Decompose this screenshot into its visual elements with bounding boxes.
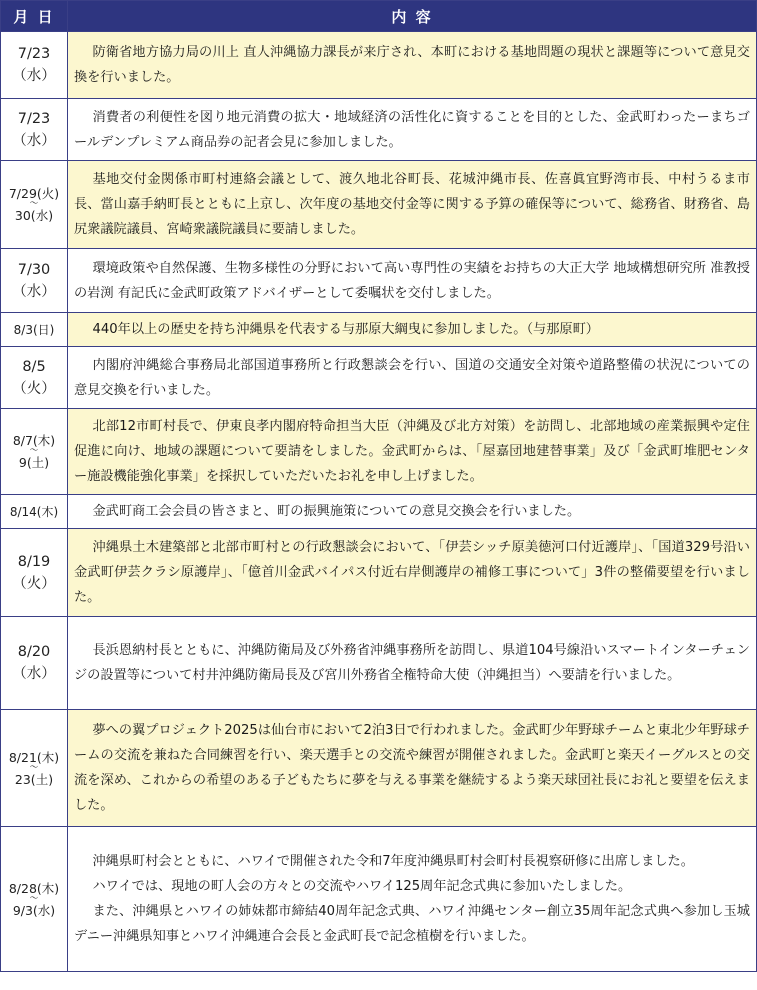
content-paragraph: 北部12市町村長で、伊東良孝内閣府特命担当大臣（沖縄及び北方対策）を訪問し、北部地域の産業振興や定住促進に向け、地域の課題について要請をしました。金武町からは、「屋嘉団地建替事業」及び「金武町堆肥センター施設機能強化事業」を採択していただいたお礼を申し上げました。: [74, 419, 750, 484]
date-start: 8/21(木): [8, 749, 60, 765]
table-row: [1, 99, 757, 161]
date-line: 8/5: [22, 358, 46, 375]
content-paragraph: 440年以上の歴史を持ち沖縄県を代表する与那原大綱曳に参加しました。（与那原町）: [92, 322, 599, 337]
date-cell: [1, 161, 68, 249]
date-weekday: （火）: [12, 380, 56, 397]
date-end: 30(水): [14, 208, 54, 223]
date-line: 8/3(日): [13, 322, 55, 337]
date-range-tilde: ～: [29, 762, 39, 773]
content-cell: [68, 32, 757, 99]
content-paragraph: 金武町商工会会員の皆さまと、町の振興施策についての意見交換会を行いました。: [92, 504, 581, 519]
table-header-row: [1, 1, 757, 32]
content-paragraph: 長浜恩納村長とともに、沖縄防衛局及び外務省沖縄事務所を訪問し、県道104号線沿いスマートインターチェンジの設置等について村井沖縄防衛局長及び宮川外務省全権特命大使（沖縄担当）へ要請を行いました。: [74, 643, 750, 683]
date-weekday: （水）: [12, 68, 56, 84]
date-cell: [1, 99, 68, 161]
table-row: [1, 249, 757, 313]
date-weekday: （水）: [12, 283, 56, 300]
table-row: [1, 347, 757, 409]
table-row: [1, 495, 757, 529]
content-paragraph: 基地交付金関係市町村連絡会議として、渡久地北谷町長、花城沖縄市長、佐喜眞宜野湾市長、中村うるま市長、當山嘉手納町長とともに上京し、次年度の基地交付金等に関する予算の確保等について、総務省、財務省、島尻衆議院議員、宮崎衆議院議員に要請しました。: [74, 172, 750, 237]
table-row: [1, 617, 757, 710]
date-cell: [1, 313, 68, 347]
date-line: 8/19: [17, 553, 51, 570]
date-cell: [1, 347, 68, 409]
date-start: 8/28(木): [8, 880, 60, 896]
table-row: [1, 827, 757, 972]
content-cell: [68, 409, 757, 495]
table-row: [1, 710, 757, 827]
content-paragraph: 沖縄県土木建築部と北部市町村との行政懇談会において、「伊芸シッチ原美徳河口付近護岸」、「国道329号沿い金武町伊芸クラシ原護岸」、「億首川金武バイパス付近右岸側護岸の補修工事について」3件の整備要望を行いました。: [74, 540, 750, 605]
content-paragraph: 沖縄県町村会とともに、ハワイで開催された令和7年度沖縄県町村会町村長視察研修に出席しました。: [92, 854, 694, 869]
date-cell: [1, 249, 68, 313]
date-start: 8/7(木): [12, 433, 56, 448]
table-row: [1, 409, 757, 495]
date-weekday: （水）: [12, 666, 56, 682]
content-cell: [68, 161, 757, 249]
content-cell: [68, 827, 757, 972]
content-paragraph: ハワイでは、現地の町人会の方々との交流やハワイ125周年記念式典に参加いたしました。: [92, 879, 632, 894]
date-column-header: 月 日: [1, 1, 68, 32]
date-cell: [1, 495, 68, 529]
content-column-header: 内 容: [68, 1, 757, 32]
date-range-tilde: ～: [29, 446, 39, 456]
date-line: 8/14(木): [9, 504, 59, 519]
table-row: [1, 32, 757, 99]
date-cell: [1, 827, 68, 972]
date-line: 7/30: [17, 261, 51, 278]
date-start: 7/29(火): [8, 186, 60, 201]
content-cell: [68, 347, 757, 409]
date-range-tilde: ～: [29, 199, 39, 209]
date-line: 7/23: [17, 110, 51, 127]
date-cell: [1, 32, 68, 99]
content-cell: [68, 529, 757, 617]
content-paragraph: 夢への翼プロジェクト2025は仙台市において2泊3日で行われました。金武町少年野球チームと東北少年野球チームの交流を兼ねた合同練習を行い、楽天選手との交流や練習が開催されました。金武町と楽天イーグルスとの交流を深め、これからの希望のある子どもたちに夢を与える事業を継続するよう楽天球団社長にお礼と要望を伝えました。: [74, 723, 750, 813]
date-weekday: （火）: [12, 575, 56, 592]
table-row: [1, 529, 757, 617]
content-paragraph: また、沖縄県とハワイの姉妹都市締結40周年記念式典、ハワイ沖縄センター創立35周年記念式典へ参加し玉城デニー沖縄県知事とハワイ沖縄連合会長と金武町長で記念植樹を行いました。: [74, 904, 750, 944]
content-cell: [68, 710, 757, 827]
table-row: [1, 313, 757, 347]
date-cell: [1, 710, 68, 827]
date-line: 8/20: [17, 644, 51, 660]
date-weekday: （水）: [12, 132, 56, 149]
date-end: 23(土): [14, 771, 54, 787]
table-row: [1, 161, 757, 249]
content-cell: [68, 495, 757, 529]
content-paragraph: 消費者の利便性を図り地元消費の拡大・地域経済の活性化に資することを目的とした、金武町わったーまちゴールデンプレミアム商品券の記者会見に参加しました。: [74, 109, 750, 150]
date-end: 9(土): [18, 455, 50, 470]
content-paragraph: 環境政策や自然保護、生物多様性の分野において高い専門性の実績をお持ちの大正大学 地域構想研究所 准教授の岩渕 有記氏に金武町政策アドバイザーとして委嘱状を交付しました。: [74, 260, 750, 301]
date-line: 7/23: [17, 46, 51, 62]
date-end: 9/3(水): [12, 902, 56, 918]
date-cell: [1, 617, 68, 710]
date-cell: [1, 409, 68, 495]
content-paragraph: 内閣府沖縄総合事務局北部国道事務所と行政懇談会を行い、国道の交通安全対策や道路整備の状況についての意見交換を行いました。: [74, 357, 750, 398]
date-cell: [1, 529, 68, 617]
content-cell: [68, 249, 757, 313]
content-paragraph: 防衛省地方協力局の川上 直人沖縄協力課長が来庁され、本町における基地問題の現状と課題等について意見交換を行いました。: [74, 45, 750, 85]
date-range-tilde: ～: [29, 893, 39, 904]
content-cell: [68, 617, 757, 710]
content-cell: [68, 99, 757, 161]
content-cell: [68, 313, 757, 347]
